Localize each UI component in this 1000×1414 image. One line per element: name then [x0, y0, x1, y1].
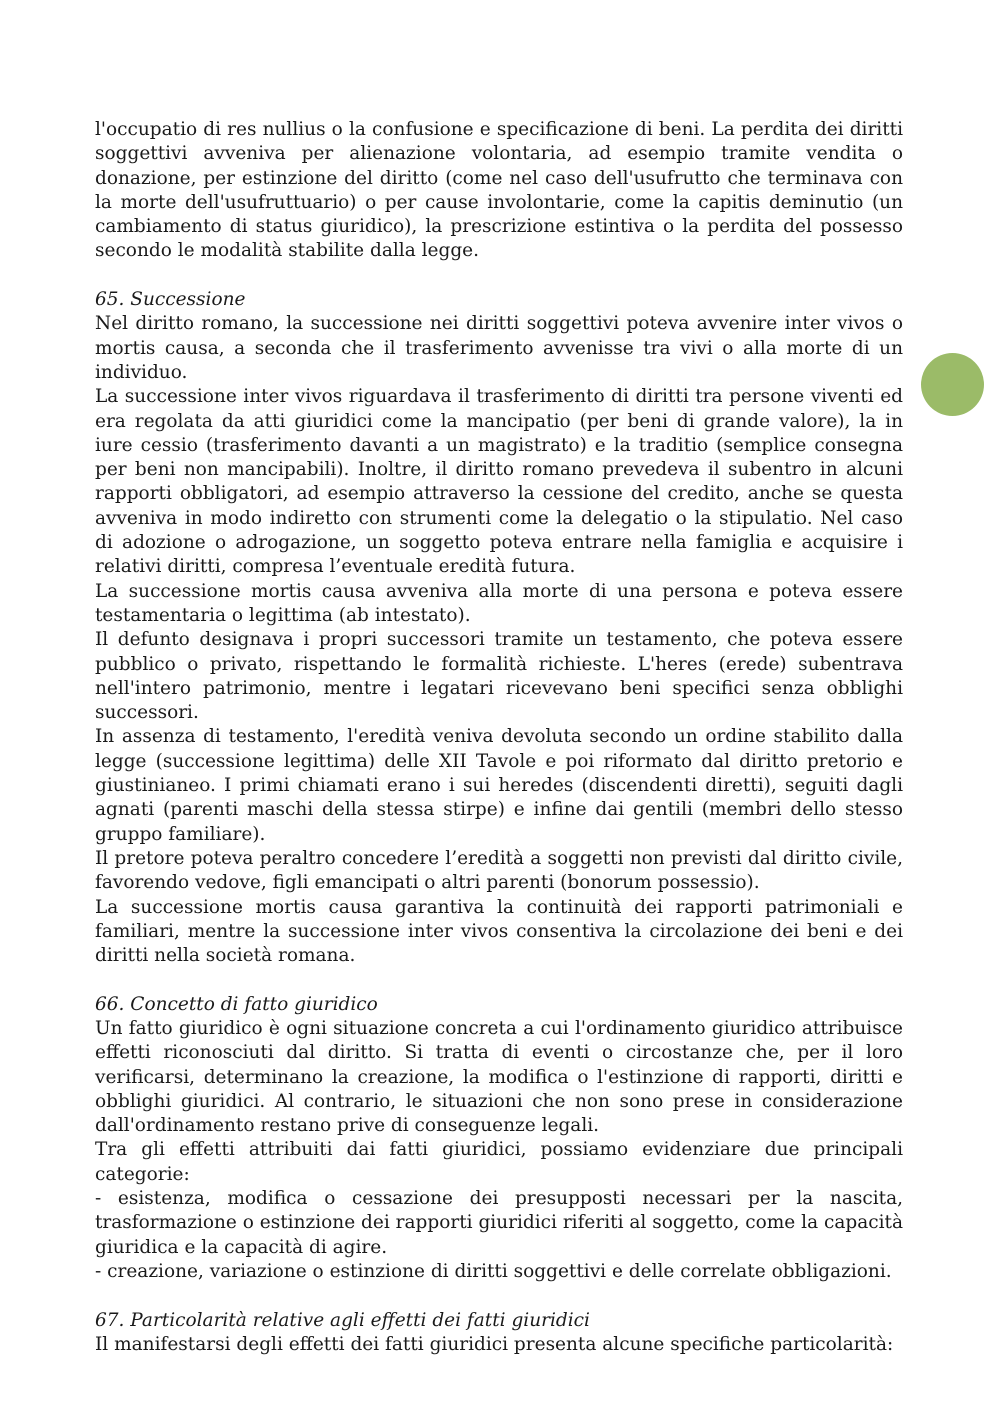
side-accent-dot — [921, 353, 984, 416]
paragraph: Il defunto designava i propri successori tramite un testamento, che poteva essere pubblico o privato, rispettando le formalità richieste. L'heres (erede) subentrava nell'intero patrimonio, mentre i legatari ricevevano beni specifici senza obblighi successori. — [95, 629, 903, 724]
paragraph: La successione mortis causa avveniva alla morte di una persona e poteva essere testamentaria o legittima (ab intestato). — [95, 580, 903, 626]
section-gap — [95, 1284, 903, 1308]
section-gap — [95, 968, 903, 992]
paragraph: Un fatto giuridico è ogni situazione concreta a cui l'ordinamento giuridico attribuisce effetti riconosciuti dal diritto. Si tratta di eventi o circostanze che, per il loro verificarsi, determinano la creazione, la modifica o l'estinzione di rapporti, diritti e obblighi giuridici. Al contrario, le situazioni che non sono prese in considerazione dall'ordinamento restano prive di conseguenze legali. — [95, 1017, 903, 1137]
paragraph: La successione inter vivos riguardava il trasferimento di diritti tra persone viventi ed era regolata da atti giuridici come la mancipatio (per beni di grande valore), la in iure cessio (trasferimento davanti a un magistrato) e la traditio (semplice consegna per beni non mancipabili). Inoltre, il diritto romano prevedeva il subentro in alcuni rapporti obbligatori, ad esempio attraverso la cessione del credito, anche se questa avveniva in modo indiretto con strumenti come la delegatio o la stipulatio. Nel caso di adozione o adrogazione, un soggetto poteva entrare nella famiglia e acquisire i relativi diritti, compresa l’eventuale eredità futura. — [95, 386, 903, 578]
section-gap — [95, 264, 903, 288]
paragraph: La successione mortis causa garantiva la continuità dei rapporti patrimoniali e familiari, mentre la successione inter vivos consentiva la circolazione dei beni e dei diritti nella società romana. — [95, 896, 903, 967]
paragraph: Nel diritto romano, la successione nei diritti soggettivi poteva avvenire inter vivos o mortis causa, a seconda che il trasferimento avvenisse tra vivi o alla morte di un individuo. — [95, 313, 903, 383]
section-heading-65: 65. Successione — [95, 289, 246, 311]
section-heading-66: 66. Concetto di fatto giuridico — [95, 993, 378, 1015]
page-body — [95, 118, 903, 1357]
paragraph: Tra gli effetti attribuiti dai fatti giuridici, possiamo evidenziare due principali categorie: — [95, 1139, 903, 1185]
list-item: - esistenza, modifica o cessazione dei presupposti necessari per la nascita, trasformazione o estinzione dei rapporti giuridici riferiti al soggetto, come la capacità giuridica e la capacità di agire. — [95, 1188, 903, 1258]
paragraph: Il manifestarsi degli effetti dei fatti giuridici presenta alcune specifiche particolarità: — [95, 1333, 894, 1355]
intro-paragraph: l'occupatio di res nullius o la confusione e specificazione di beni. La perdita dei diritti soggettivi avveniva per alienazione volontaria, ad esempio tramite vendita o donazione, per estinzione del diritto (come nel caso dell'usufrutto che terminava con la morte dell'usufruttuario) o per cause involontarie, come la capitis deminutio (un cambiamento di status giuridico), la prescrizione estintiva o la perdita del possesso secondo le modalità stabilite dalla legge. — [95, 119, 903, 262]
paragraph: Il pretore poteva peraltro concedere l’eredità a soggetti non previsti dal diritto civile, favorendo vedove, figli emancipati o altri parenti (bonorum possessio). — [95, 847, 903, 894]
list-item: - creazione, variazione o estinzione di diritti soggettivi e delle correlate obbligazioni. — [95, 1260, 892, 1282]
paragraph: In assenza di testamento, l'eredità veniva devoluta secondo un ordine stabilito dalla legge (successione legittima) delle XII Tavole e poi riformato dal diritto pretorio e giustinianeo. I primi chiamati erano i sui heredes (discendenti diretti), seguiti dagli agnati (parenti maschi della stessa stirpe) e infine dai gentili (membri dello stesso gruppo familiare). — [95, 726, 903, 845]
section-heading-67: 67. Particolarità relative agli effetti dei fatti giuridici — [95, 1309, 590, 1331]
